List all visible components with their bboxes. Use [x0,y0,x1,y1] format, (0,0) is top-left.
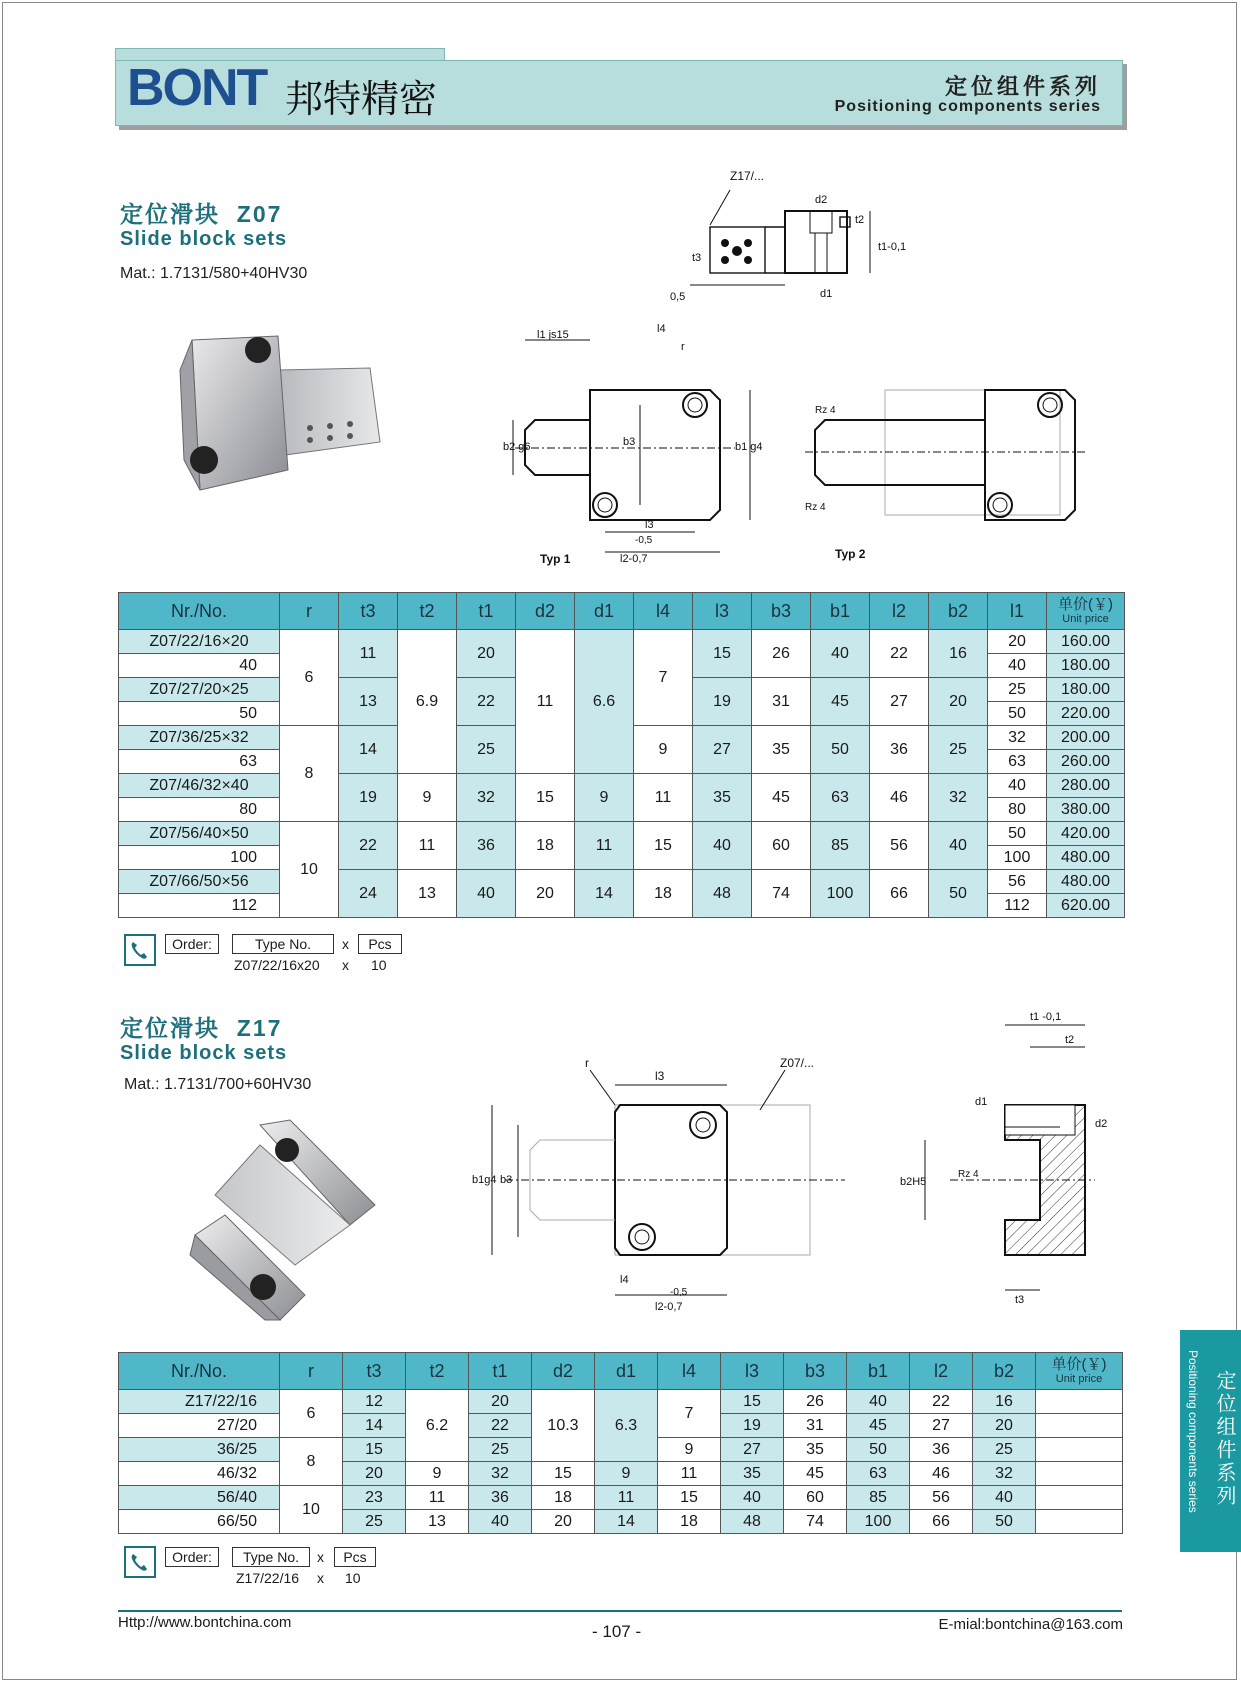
z07-cell-b2: 20 [929,678,988,726]
z07-cell-b2: 16 [929,630,988,678]
z17-cell-nr: 46/32 [119,1462,280,1486]
z07-cell-b1: 85 [811,822,870,870]
brand-name-cn: 邦特精密 [285,77,438,121]
z07-cell-l2: 27 [870,678,929,726]
z07-cell-nr: 40 [119,654,280,678]
z07-header-l3: l3 [693,593,752,630]
z17-order-example-x: x [317,1570,324,1586]
z17-label-t3: t3 [1015,1294,1025,1306]
z17-cell-t1: 40 [469,1510,532,1534]
z07-cell-l1: 80 [988,798,1047,822]
z07-cell-d1: 11 [575,822,634,870]
z07-label-rz-top: Rz 4 [815,405,836,416]
z17-cell-b3: 74 [784,1510,847,1534]
z17-product-photo [185,1115,385,1325]
z07-cell-l1: 20 [988,630,1047,654]
z17-cell-d1: 6.3 [595,1390,658,1462]
z07-cell-l1: 63 [988,750,1047,774]
z17-header-l2: l2 [910,1353,973,1390]
z17-cell-l3: 48 [721,1510,784,1534]
side-tab-en: Positioning components series [1186,1350,1200,1513]
z07-cell-b1: 45 [811,678,870,726]
z07-cell-t3: 11 [339,630,398,678]
z17-cell-l2: 27 [910,1414,973,1438]
z07-label-b1: b1 g4 [735,441,763,453]
z07-cell-b1: 100 [811,870,870,918]
z07-cell-r: 6 [280,630,339,726]
z07-cell-price: 280.00 [1047,774,1125,798]
z07-cell-l3: 15 [693,630,752,678]
z17-label-l2: l2-0,7 [655,1301,683,1313]
z07-cell-price: 160.00 [1047,630,1125,654]
z17-header-b1: b1 [847,1353,910,1390]
z07-cell-t1: 32 [457,774,516,822]
z07-header-nr: Nr./No. [119,593,280,630]
z07-header-r: r [280,593,339,630]
z07-cell-l3: 35 [693,774,752,822]
z07-cell-l1: 32 [988,726,1047,750]
z07-cell-nr: 50 [119,702,280,726]
z07-title-cn: 定位滑块 [120,201,220,227]
z07-cell-b1: 40 [811,630,870,678]
z17-cell-t2: 9 [406,1462,469,1486]
z17-cell-d1: 11 [595,1486,658,1510]
z17-cell-t1: 36 [469,1486,532,1510]
z17-cell-t3: 23 [343,1486,406,1510]
z07-order-type: Type No. [232,934,334,954]
z17-header-d2: d2 [532,1353,595,1390]
z17-cell-r: 8 [280,1438,343,1486]
z17-cell-l4: 7 [658,1390,721,1438]
phone-icon [124,1546,156,1578]
z07-cell-nr: 63 [119,750,280,774]
z17-label-r: r [585,1056,589,1070]
z17-order-example-pcs: 10 [345,1570,361,1586]
z17-title-cn: 定位滑块 [120,1015,220,1041]
z17-cell-l4: 15 [658,1486,721,1510]
z17-cell-l4: 11 [658,1462,721,1486]
z17-header-t2: t2 [406,1353,469,1390]
z07-cell-l2: 46 [870,774,929,822]
z07-cell-t1: 40 [457,870,516,918]
z07-label-d2: d2 [815,194,828,206]
z07-cell-d1: 6.6 [575,630,634,774]
z07-cell-t3: 24 [339,870,398,918]
z17-title [120,1010,282,1043]
z07-label-r: r [681,341,685,353]
z17-cell-r: 6 [280,1390,343,1438]
z17-cell-b1: 85 [847,1486,910,1510]
z07-label-l1: l1 js15 [537,329,569,341]
z07-cell-t2: 11 [398,822,457,870]
z07-order-pcs: Pcs [358,934,402,954]
z17-header-r: r [280,1353,343,1390]
z07-cell-t2: 9 [398,774,457,822]
z17-spec-table [118,1352,1123,1534]
z17-label-t2: t2 [1065,1034,1075,1046]
z07-header-price [1047,593,1125,630]
z07-cell-l3: 19 [693,678,752,726]
footer-url[interactable]: Http://www.bontchina.com [118,1614,292,1631]
z07-cell-b3: 26 [752,630,811,678]
z17-cell-nr: 36/25 [119,1438,280,1462]
z07-cell-t3: 22 [339,822,398,870]
z17-cell-b1: 63 [847,1462,910,1486]
z07-cell-nr: 100 [119,846,280,870]
z07-cell-nr: Z07/36/25×32 [119,726,280,750]
z07-cell-d1: 9 [575,774,634,822]
z17-cell-l3: 35 [721,1462,784,1486]
z07-side-drawing [630,165,940,320]
z17-cell-price [1036,1414,1123,1438]
z07-order-example-x: x [342,957,349,973]
phone-icon [124,934,156,966]
z17-cell-l4: 18 [658,1510,721,1534]
z07-cell-t2: 6.9 [398,630,457,774]
z17-section-drawing [880,1005,1120,1305]
z17-label-ref: Z07/... [780,1056,815,1070]
z17-label-l4: l4 [620,1274,629,1286]
z07-cell-nr: Z07/22/16×20 [119,630,280,654]
z07-cell-price: 420.00 [1047,822,1125,846]
z17-cell-l3: 19 [721,1414,784,1438]
z07-cell-l1: 40 [988,774,1047,798]
z17-code: Z17 [236,1015,283,1041]
table-row [119,870,1125,894]
z17-cell-b3: 45 [784,1462,847,1486]
z17-cell-t1: 20 [469,1390,532,1414]
z17-cell-l2: 46 [910,1462,973,1486]
z07-cell-d2: 18 [516,822,575,870]
z07-label-l3: l3 [645,519,654,531]
z07-header-t3: t3 [339,593,398,630]
z07-header-row [119,593,1125,630]
z07-cell-d2: 11 [516,630,575,774]
z17-label-l3: l3 [655,1069,665,1083]
z07-header-b1: b1 [811,593,870,630]
z17-cell-b1: 45 [847,1414,910,1438]
z17-cell-price [1036,1462,1123,1486]
z07-product-photo [170,330,390,510]
z17-cell-t2: 13 [406,1510,469,1534]
z07-header-l1: l1 [988,593,1047,630]
z07-label-tol: -0,5 [635,535,653,546]
z07-spec-table [118,592,1125,918]
z17-cell-b3: 26 [784,1390,847,1414]
z07-cell-t3: 14 [339,726,398,774]
z17-cell-t1: 22 [469,1414,532,1438]
z07-cell-t1: 22 [457,678,516,726]
z17-cell-price [1036,1390,1123,1414]
z07-cell-t2: 13 [398,870,457,918]
z07-cell-d1: 14 [575,870,634,918]
z07-header-l2: l2 [870,593,929,630]
z17-cell-d2: 18 [532,1486,595,1510]
table-row [119,822,1125,846]
z17-cell-l2: 36 [910,1438,973,1462]
z07-cell-l3: 48 [693,870,752,918]
z07-cell-l2: 36 [870,726,929,774]
z07-label-t3: t3 [692,252,702,264]
z17-cell-d1: 9 [595,1462,658,1486]
z07-label-rz-bottom: Rz 4 [805,502,826,513]
z17-price-header-cn: 单价(￥) [1051,1356,1107,1373]
page-number: - 107 - [592,1622,642,1641]
z17-order-pcs: Pcs [334,1547,376,1567]
table-row [119,1390,1123,1414]
z17-cell-nr: 56/40 [119,1486,280,1510]
z07-cell-l3: 40 [693,822,752,870]
header-banner [115,48,1123,126]
z07-cell-price: 180.00 [1047,654,1125,678]
z17-cell-d2: 20 [532,1510,595,1534]
z17-header-l3: l3 [721,1353,784,1390]
z07-cell-l1: 50 [988,702,1047,726]
z07-cell-r: 10 [280,822,339,918]
z17-label-d2: d2 [1095,1118,1108,1130]
z07-label-ref: Z17/... [730,169,765,183]
z07-cell-price: 180.00 [1047,678,1125,702]
z07-cell-t3: 13 [339,678,398,726]
z07-code: Z07 [236,201,283,227]
z07-label-b2: b2 g6 [503,441,531,453]
z07-label-t2: t2 [855,214,865,226]
z17-cell-d1: 14 [595,1510,658,1534]
z17-cell-b1: 40 [847,1390,910,1414]
z07-cell-l4: 15 [634,822,693,870]
side-tab-cn: 定位组件系列 [1213,1370,1235,1508]
z17-cell-b1: 100 [847,1510,910,1534]
z17-cell-b3: 60 [784,1486,847,1510]
z17-cell-t2: 6.2 [406,1390,469,1462]
z17-header-t3: t3 [343,1353,406,1390]
z07-cell-b3: 60 [752,822,811,870]
brand-logo: BONT [127,59,267,117]
z07-cell-b1: 63 [811,774,870,822]
z17-cell-l3: 15 [721,1390,784,1414]
z17-cell-t3: 25 [343,1510,406,1534]
z07-cell-nr: Z07/46/32×40 [119,774,280,798]
z17-cell-l3: 27 [721,1438,784,1462]
z07-cell-l4: 7 [634,630,693,726]
z07-cell-b2: 40 [929,822,988,870]
z07-header-t1: t1 [457,593,516,630]
z07-cell-l4: 18 [634,870,693,918]
z17-order-x: x [317,1549,324,1565]
z17-cell-b1: 50 [847,1438,910,1462]
z07-typ2-drawing [785,385,1085,575]
z07-cell-l1: 25 [988,678,1047,702]
z17-cell-t3: 20 [343,1462,406,1486]
z07-label-l2: l2-0,7 [620,553,648,565]
z07-cell-b3: 31 [752,678,811,726]
z17-cell-b2: 25 [973,1438,1036,1462]
z07-cell-b3: 74 [752,870,811,918]
z17-cell-b2: 50 [973,1510,1036,1534]
z17-cell-price [1036,1438,1123,1462]
z17-label-t1: t1 -0,1 [1030,1011,1062,1023]
z17-price-header-en: Unit price [1055,1373,1103,1385]
z07-cell-nr: 80 [119,798,280,822]
z17-header-nr: Nr./No. [119,1353,280,1390]
z17-cell-b2: 40 [973,1486,1036,1510]
z07-header-b3: b3 [752,593,811,630]
z17-header-d1: d1 [595,1353,658,1390]
z07-cell-d2: 20 [516,870,575,918]
z07-cell-price: 480.00 [1047,870,1125,894]
z17-cell-b2: 16 [973,1390,1036,1414]
z07-cell-nr: Z07/66/50×56 [119,870,280,894]
z07-label-t1: t1-0,1 [878,241,907,253]
footer-divider [118,1610,1122,1612]
table-row [119,1510,1123,1534]
z17-header-b2: b2 [973,1353,1036,1390]
z17-cell-l3: 40 [721,1486,784,1510]
z07-material: Mat.: 1.7131/580+40HV30 [120,265,308,282]
z07-cell-r: 8 [280,726,339,822]
z07-cell-d2: 15 [516,774,575,822]
z17-cell-b2: 20 [973,1414,1036,1438]
z07-label-typ2: Typ 2 [835,547,866,561]
series-title-en: Positioning components series [834,98,1101,115]
z17-cell-price [1036,1486,1123,1510]
z07-cell-b1: 50 [811,726,870,774]
z07-cell-l2: 22 [870,630,929,678]
z07-label-d1: d1 [820,288,833,300]
z17-title-en: Slide block sets [120,1042,288,1064]
z17-label-d1: d1 [975,1096,988,1108]
z17-label-b1: b1g4 [472,1174,497,1186]
z07-cell-l4: 11 [634,774,693,822]
z17-header-row [119,1353,1123,1390]
z07-cell-l1: 40 [988,654,1047,678]
z07-cell-t1: 20 [457,630,516,678]
z07-cell-l1: 56 [988,870,1047,894]
z17-header-l4: l4 [658,1353,721,1390]
z07-cell-nr: 112 [119,894,280,918]
z17-front-drawing [470,1045,850,1325]
z07-cell-b2: 32 [929,774,988,822]
z17-cell-price [1036,1510,1123,1534]
z07-cell-b3: 45 [752,774,811,822]
z17-cell-t3: 15 [343,1438,406,1462]
z17-cell-d2: 15 [532,1462,595,1486]
z07-label-l4: l4 [657,323,666,335]
z07-price-header-cn: 单价(￥) [1058,596,1113,613]
table-row [119,1462,1123,1486]
table-row [119,1486,1123,1510]
z17-cell-nr: Z17/22/16 [119,1390,280,1414]
z17-cell-nr: 27/20 [119,1414,280,1438]
z17-label-rz: Rz 4 [958,1169,979,1180]
z07-label-b3: b3 [623,436,636,448]
z07-cell-t1: 36 [457,822,516,870]
z07-cell-price: 380.00 [1047,798,1125,822]
z17-order-label: Order: [165,1547,219,1567]
z07-title [120,196,282,229]
z07-cell-l3: 27 [693,726,752,774]
z07-cell-t3: 19 [339,774,398,822]
z07-cell-price: 620.00 [1047,894,1125,918]
z17-label-tol: -0,5 [670,1287,688,1298]
z17-label-b3: b3 [500,1174,513,1186]
z17-cell-b3: 35 [784,1438,847,1462]
z17-cell-b3: 31 [784,1414,847,1438]
z17-cell-t2: 11 [406,1486,469,1510]
z07-cell-l2: 56 [870,822,929,870]
z07-cell-price: 220.00 [1047,702,1125,726]
table-row [119,774,1125,798]
z17-cell-r: 10 [280,1486,343,1534]
z07-label-offset: 0,5 [670,291,686,303]
z07-order-label: Order: [165,934,219,954]
z07-cell-price: 200.00 [1047,726,1125,750]
z07-price-header-en: Unit price [1062,613,1109,625]
z07-title-en: Slide block sets [120,228,288,250]
footer-email[interactable]: E-mial:bontchina@163.com [938,1616,1123,1633]
z17-cell-t3: 12 [343,1390,406,1414]
z17-cell-d2: 10.3 [532,1390,595,1462]
z17-cell-l4: 9 [658,1438,721,1462]
table-row [119,630,1125,654]
z17-header-b3: b3 [784,1353,847,1390]
z17-cell-t1: 32 [469,1462,532,1486]
z07-label-typ1: Typ 1 [540,552,571,566]
z07-cell-l1: 100 [988,846,1047,870]
z07-cell-l4: 9 [634,726,693,774]
z17-cell-t3: 14 [343,1414,406,1438]
z07-typ1-drawing [503,323,765,570]
side-tab [1180,1330,1241,1552]
z07-cell-b3: 35 [752,726,811,774]
z17-order-type: Type No. [232,1547,310,1567]
z17-cell-l2: 66 [910,1510,973,1534]
z07-cell-price: 480.00 [1047,846,1125,870]
z17-label-b2: b2H5 [900,1176,927,1188]
z07-cell-t1: 25 [457,726,516,774]
z07-cell-nr: Z07/27/20×25 [119,678,280,702]
z17-cell-l2: 22 [910,1390,973,1414]
z07-cell-nr: Z07/56/40×50 [119,822,280,846]
z07-order-x: x [342,936,349,952]
z07-cell-l1: 112 [988,894,1047,918]
z17-cell-l2: 56 [910,1486,973,1510]
z07-order-example-type: Z07/22/16x20 [234,957,320,973]
z17-material: Mat.: 1.7131/700+60HV30 [124,1076,312,1093]
z07-header-l4: l4 [634,593,693,630]
z07-cell-l2: 66 [870,870,929,918]
z07-header-d2: d2 [516,593,575,630]
z07-order-example-pcs: 10 [371,957,387,973]
z17-order-example-type: Z17/22/16 [236,1570,300,1586]
z07-header-b2: b2 [929,593,988,630]
z07-cell-b2: 25 [929,726,988,774]
z07-header-d1: d1 [575,593,634,630]
z17-header-price [1036,1353,1123,1390]
z17-cell-b2: 32 [973,1462,1036,1486]
z07-header-t2: t2 [398,593,457,630]
z17-cell-nr: 66/50 [119,1510,280,1534]
z07-cell-b2: 50 [929,870,988,918]
z07-cell-l1: 50 [988,822,1047,846]
z17-cell-t1: 25 [469,1438,532,1462]
z17-header-t1: t1 [469,1353,532,1390]
series-title-cn: 定位组件系列 [944,74,1101,99]
z07-cell-price: 260.00 [1047,750,1125,774]
